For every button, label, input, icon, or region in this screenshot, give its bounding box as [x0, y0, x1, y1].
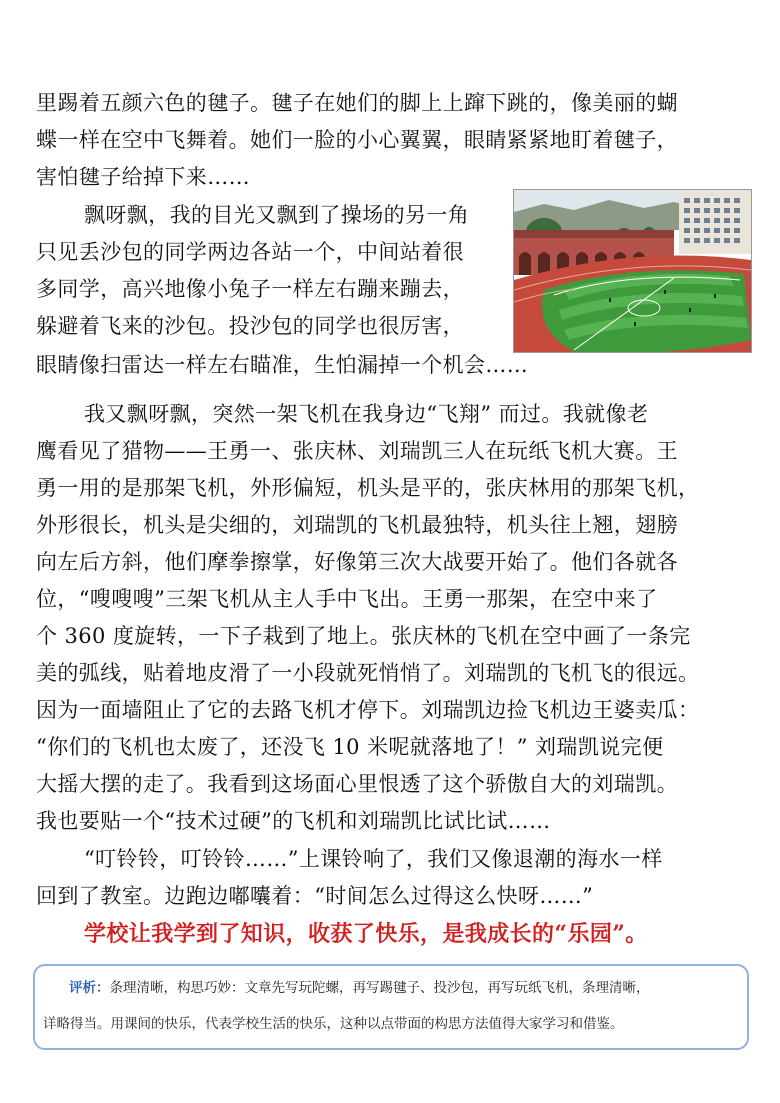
- essay-line: 眼睛像扫雷达一样左右瞄准，生怕漏掉一个机会……: [36, 353, 529, 377]
- essay-line: 鹰看见了猎物——王勇一、张庆林、刘瑞凯三人在玩纸飞机大赛。王: [36, 439, 678, 463]
- essay-line: 躲避着飞来的沙包。投沙包的同学也很厉害，: [36, 314, 464, 338]
- essay-line: 美的弧线，贴着地皮滑了一小段就死悄悄了。刘瑞凯的飞机飞的很远。: [36, 661, 700, 685]
- essay-line: 大摇大摆的走了。我看到这场面心里恨透了这个骄傲自大的刘瑞凯。: [36, 772, 678, 796]
- essay-line: 向左后方斜，他们摩拳擦掌，好像第三次大战要开始了。他们各就各: [36, 550, 678, 574]
- comment-box: [33, 964, 749, 1050]
- essay-line: 回到了教室。边跑边嘟囔着：“时间怎么过得这么快呀……”: [36, 884, 594, 908]
- essay-line: 我又飘呀飘，突然一架飞机在我身边“飞翔” 而过。我就像老: [84, 402, 649, 426]
- essay-line: 蝶一样在空中飞舞着。她们一脸的小心翼翼，眼睛紧紧地盯着毽子，: [36, 128, 678, 152]
- conclusion-line: 学校让我学到了知识，收获了快乐，是我成长的“乐园”。: [84, 921, 648, 947]
- essay-line: 飘呀飘，我的目光又飘到了操场的另一角: [84, 203, 470, 227]
- essay-line: “你们的飞机也太废了，还没飞 10 米呢就落地了！” 刘瑞凯说完便: [36, 735, 664, 759]
- essay-line: “叮铃铃，叮铃铃……”上课铃响了，我们又像退潮的海水一样: [84, 847, 663, 871]
- essay-line: 只见丢沙包的同学两边各站一个，中间站着很: [36, 240, 464, 264]
- essay-line: 里踢着五颜六色的毽子。毽子在她们的脚上上蹿下跳的，像美丽的蝴: [36, 91, 678, 115]
- essay-line: 我也要贴一个“技术过硬”的飞机和刘瑞凯比试比试……: [36, 809, 551, 833]
- comment-text: 条理清晰，构思巧妙：文章先写玩陀螺，再写踢毽子、投沙包，再写玩纸飞机，条理清晰，: [109, 980, 650, 996]
- essay-line: 外形很长，机头是尖细的，刘瑞凯的飞机最独特，机头往上翘，翅膀: [36, 513, 678, 537]
- essay-line: 勇一用的是那架飞机，外形偏短，机头是平的，张庆林用的那架飞机，: [36, 476, 700, 500]
- comment-line-2: 详略得当。用课间的快乐，代表学校生活的快乐，这种以点带面的构思方法值得大家学习和借鉴。: [43, 1016, 624, 1032]
- essay-line: 因为一面墙阻止了它的去路飞机才停下。刘瑞凯边捡飞机边王婆卖瓜：: [36, 698, 700, 722]
- essay-line: 个 360 度旋转，一下子栽到了地上。张庆林的飞机在空中画了一条完: [36, 624, 691, 648]
- essay-line: 害怕毽子给掉下来……: [36, 165, 250, 189]
- comment-label: 评析：: [69, 980, 110, 996]
- essay-line: 位，“嗖嗖嗖”三架飞机从主人手中飞出。王勇一那架，在空中来了: [36, 587, 658, 611]
- comment-line-1: [69, 978, 650, 998]
- school-field-photo: [513, 189, 752, 353]
- essay-line: 多同学，高兴地像小兔子一样左右蹦来蹦去，: [36, 277, 464, 301]
